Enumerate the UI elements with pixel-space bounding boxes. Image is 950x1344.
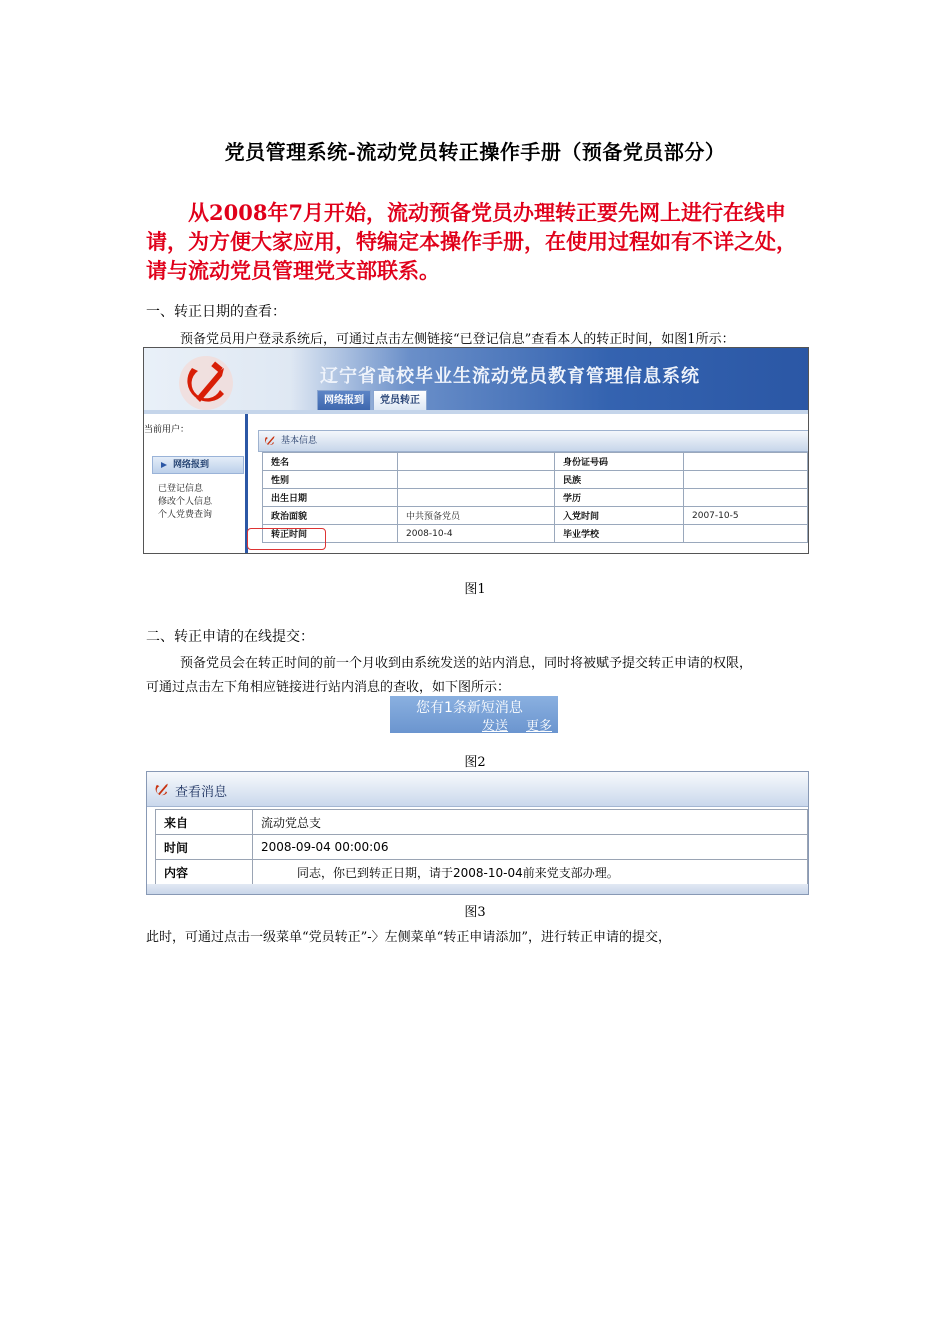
message-table bbox=[155, 809, 808, 885]
left-sidebar bbox=[144, 414, 248, 554]
current-user-label: 当前用户： bbox=[144, 425, 190, 435]
tab-network-report[interactable]: 网络报到 bbox=[317, 390, 371, 411]
table-row bbox=[156, 810, 808, 835]
link-party-fee-query[interactable]: 个人党费查询 bbox=[158, 510, 213, 520]
party-emblem-small-icon bbox=[153, 781, 171, 799]
field-value: 2008-10-4 bbox=[398, 525, 555, 543]
figure1-screenshot bbox=[143, 347, 809, 554]
table-row bbox=[263, 525, 808, 543]
field-label: 姓名 bbox=[263, 453, 398, 471]
section1-body: 预备党员用户登录系统后，可通过点击左侧链接“已登记信息”查看本人的转正时间，如图1所示： bbox=[180, 332, 735, 347]
footer-paragraph: 此时，可通过点击一级菜单“党员转正”-〉左侧菜单“转正申请添加”，进行转正申请的提交， bbox=[146, 930, 671, 945]
figure2-caption: 图2 bbox=[464, 755, 486, 770]
field-value bbox=[684, 489, 808, 507]
field-value: 同志，你已到转正日期，请于2008-10-04前来党支部办理。 bbox=[253, 860, 808, 885]
new-message-text[interactable]: 您有1条新短消息 bbox=[416, 700, 523, 716]
section2-heading: 二、转正申请的在线提交： bbox=[146, 629, 314, 645]
party-emblem-small-icon bbox=[263, 434, 277, 448]
panel-title: 基本信息 bbox=[281, 436, 318, 446]
field-value bbox=[684, 471, 808, 489]
view-message-panel bbox=[146, 771, 809, 895]
field-label: 民族 bbox=[555, 471, 684, 489]
figure3-caption: 图3 bbox=[464, 905, 486, 920]
section2-body-line1: 预备党员会在转正时间的前一个月收到由系统发送的站内消息，同时将被赋予提交转正申请的权限， bbox=[180, 656, 753, 671]
field-value bbox=[398, 453, 555, 471]
section2-body-line2: 可通过点击左下角相应链接进行站内消息的查收，如下图所示： bbox=[146, 680, 511, 695]
link-registered-info[interactable]: 已登记信息 bbox=[158, 484, 204, 494]
field-value bbox=[398, 489, 555, 507]
field-label: 转正时间 bbox=[263, 525, 398, 543]
more-link[interactable]: 更多 bbox=[526, 719, 553, 734]
field-value: 2007-10-5 bbox=[684, 507, 808, 525]
field-label: 政治面貌 bbox=[263, 507, 398, 525]
panel-header bbox=[147, 772, 808, 807]
table-row bbox=[156, 860, 808, 885]
link-edit-personal-info[interactable]: 修改个人信息 bbox=[158, 497, 213, 507]
document-title: 党员管理系统-流动党员转正操作手册（预备党员部分） bbox=[224, 140, 726, 164]
field-value: 流动党总支 bbox=[253, 810, 808, 835]
field-label: 学历 bbox=[555, 489, 684, 507]
highlight-box bbox=[247, 528, 326, 550]
field-label: 时间 bbox=[156, 835, 253, 860]
banner-title: 辽宁省高校毕业生流动党员教育管理信息系统 bbox=[320, 366, 700, 387]
field-label: 入党时间 bbox=[555, 507, 684, 525]
basic-info-table bbox=[262, 452, 808, 543]
field-value: 中共预备党员 bbox=[398, 507, 555, 525]
panel-header bbox=[258, 430, 809, 452]
table-row bbox=[263, 507, 808, 525]
main-content bbox=[248, 414, 808, 554]
nav-button-label: 网络报到 bbox=[173, 460, 210, 470]
section1-heading: 一、转正日期的查看： bbox=[146, 304, 286, 320]
figure1-caption: 图1 bbox=[464, 582, 486, 597]
field-value bbox=[398, 471, 555, 489]
field-label: 身份证号码 bbox=[555, 453, 684, 471]
field-value bbox=[684, 525, 808, 543]
new-message-notice bbox=[390, 696, 558, 733]
field-label: 来自 bbox=[156, 810, 253, 835]
field-label: 性别 bbox=[263, 471, 398, 489]
send-link[interactable]: 发送 bbox=[482, 719, 509, 734]
panel-footer bbox=[147, 884, 808, 894]
panel-title: 查看消息 bbox=[175, 785, 228, 800]
party-emblem-icon bbox=[174, 354, 238, 412]
banner bbox=[144, 348, 808, 414]
intro-paragraph: 从2008年7月开始，流动预备党员办理转正要先网上进行在线申请，为方便大家应用，特编定本操作手册，在使用过程如有不详之处，请与流动党员管理党支部联系。 bbox=[146, 200, 797, 283]
nav-button-network-report[interactable] bbox=[152, 456, 244, 474]
field-label: 毕业学校 bbox=[555, 525, 684, 543]
field-value bbox=[684, 453, 808, 471]
field-label: 内容 bbox=[156, 860, 253, 885]
tab-member-regularization[interactable]: 党员转正 bbox=[373, 390, 427, 411]
field-label: 出生日期 bbox=[263, 489, 398, 507]
table-row bbox=[263, 453, 808, 471]
table-row bbox=[156, 835, 808, 860]
table-row bbox=[263, 471, 808, 489]
table-row bbox=[263, 489, 808, 507]
field-value: 2008-09-04 00:00:06 bbox=[253, 835, 808, 860]
